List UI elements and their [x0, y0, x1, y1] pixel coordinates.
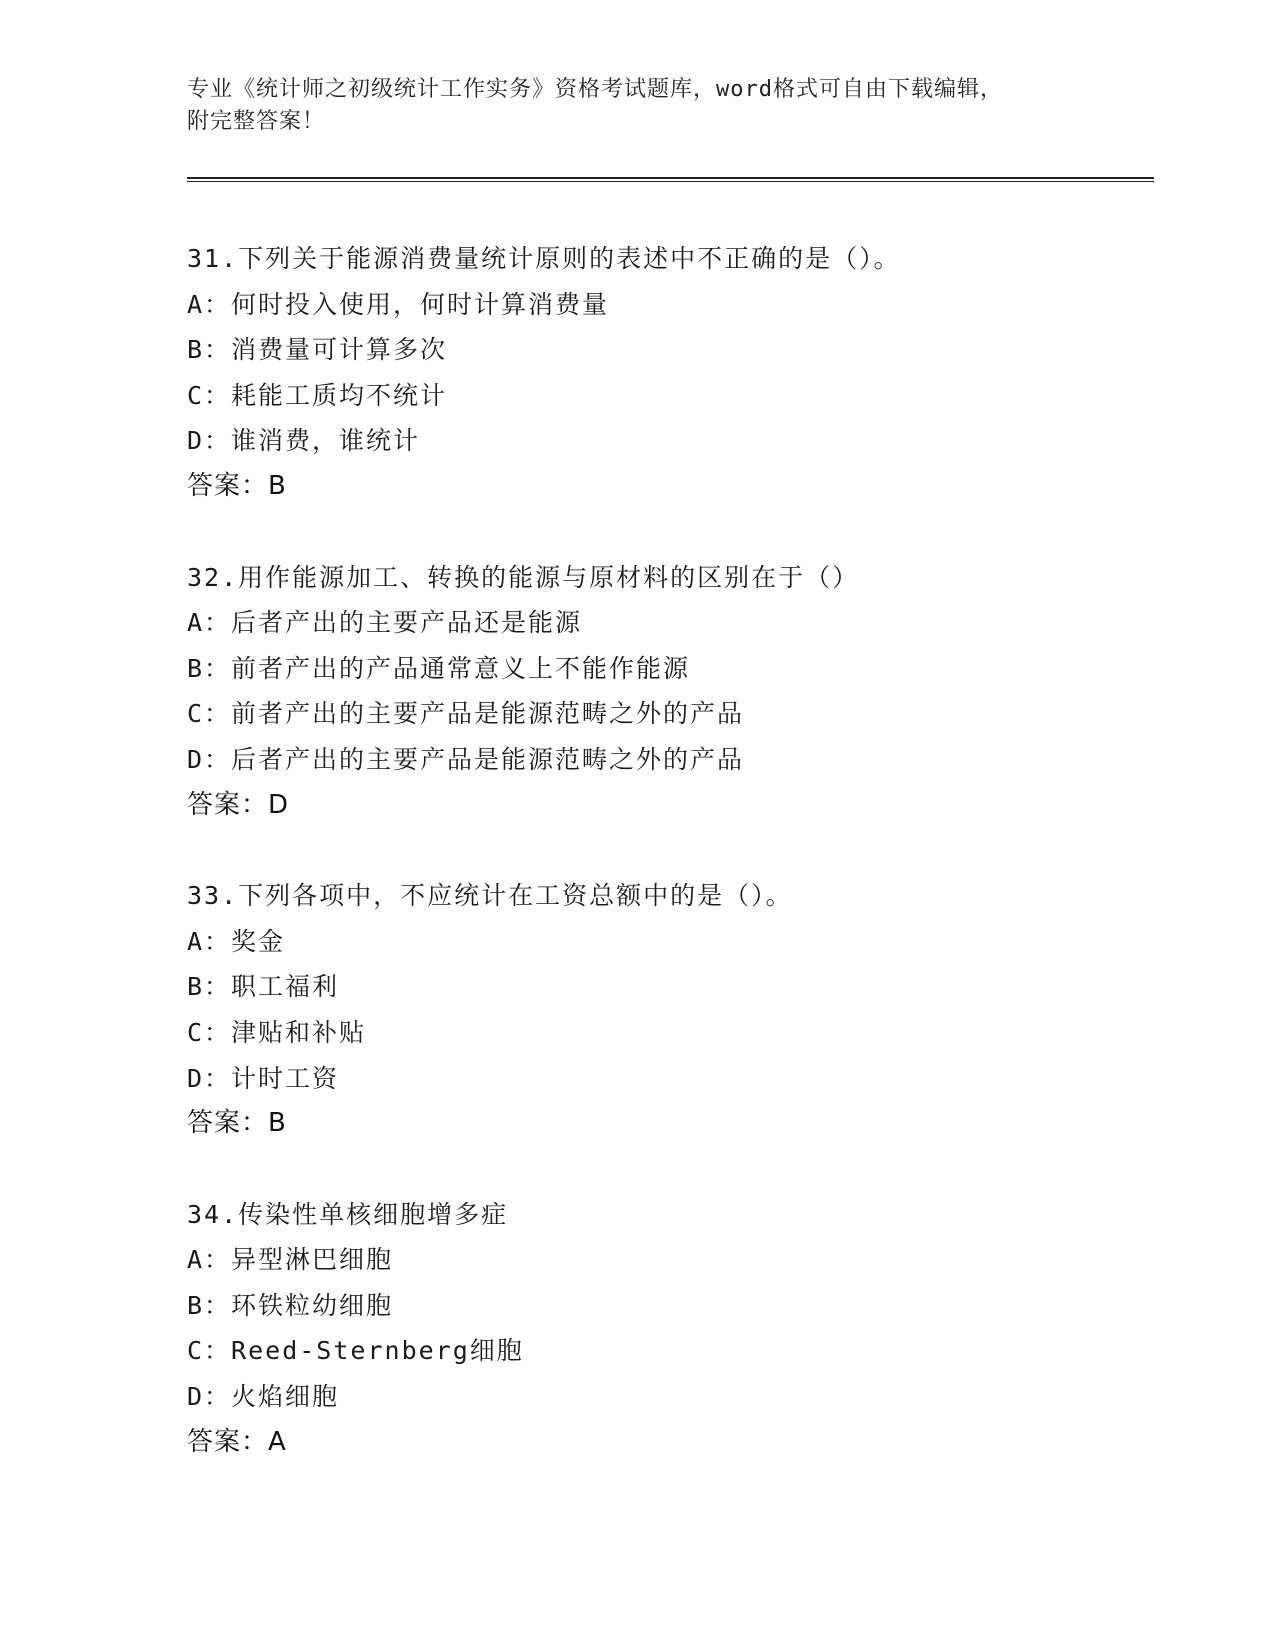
- question-31: [187, 236, 1147, 510]
- option-a: A：后者产出的主要产品还是能源: [187, 608, 583, 638]
- option-b: B：消费量可计算多次: [187, 335, 448, 365]
- answer: 答案：D: [187, 789, 290, 820]
- document-header: [187, 74, 1087, 138]
- question-stem: 34.传染性单核细胞增多症: [187, 1199, 509, 1229]
- question-stem: 32.用作能源加工、转换的能源与原材料的区别在于（）: [187, 562, 860, 592]
- option-d: D：谁消费，谁统计: [187, 426, 421, 456]
- option-a: A：奖金: [187, 926, 286, 956]
- header-divider: [187, 177, 1154, 182]
- question-stem: 31.下列关于能源消费量统计原则的表述中不正确的是（）。: [187, 244, 901, 273]
- answer: 答案：B: [187, 470, 287, 501]
- option-d: D：计时工资: [187, 1063, 340, 1093]
- question-stem: 33.下列各项中，不应统计在工资总额中的是（）。: [187, 881, 793, 911]
- option-c: C：前者产出的主要产品是能源范畴之外的产品: [187, 699, 745, 729]
- question-list: [187, 236, 1147, 1510]
- option-a: A：异型淋巴细胞: [187, 1245, 394, 1275]
- question-34: [187, 1192, 1147, 1466]
- option-d: D：火焰细胞: [187, 1382, 340, 1412]
- question-33: [187, 873, 1147, 1147]
- question-32: [187, 555, 1147, 829]
- option-b: B：环铁粒幼细胞: [187, 1290, 394, 1320]
- answer: 答案：B: [187, 1108, 287, 1139]
- option-c: C：Reed-Sternberg细胞: [187, 1336, 524, 1366]
- header-line-2: 附完整答案！: [187, 109, 326, 134]
- answer: 答案：A: [187, 1426, 287, 1457]
- header-line-1: 专业《统计师之初级统计工作实务》资格考试题库，word格式可自由下载编辑，: [187, 77, 1003, 102]
- option-a: A：何时投入使用，何时计算消费量: [187, 289, 610, 319]
- option-b: B：职工福利: [187, 972, 340, 1002]
- option-d: D：后者产出的主要产品是能源范畴之外的产品: [187, 744, 745, 774]
- option-c: C：耗能工质均不统计: [187, 380, 448, 410]
- option-c: C：津贴和补贴: [187, 1017, 367, 1047]
- option-b: B：前者产出的产品通常意义上不能作能源: [187, 653, 691, 683]
